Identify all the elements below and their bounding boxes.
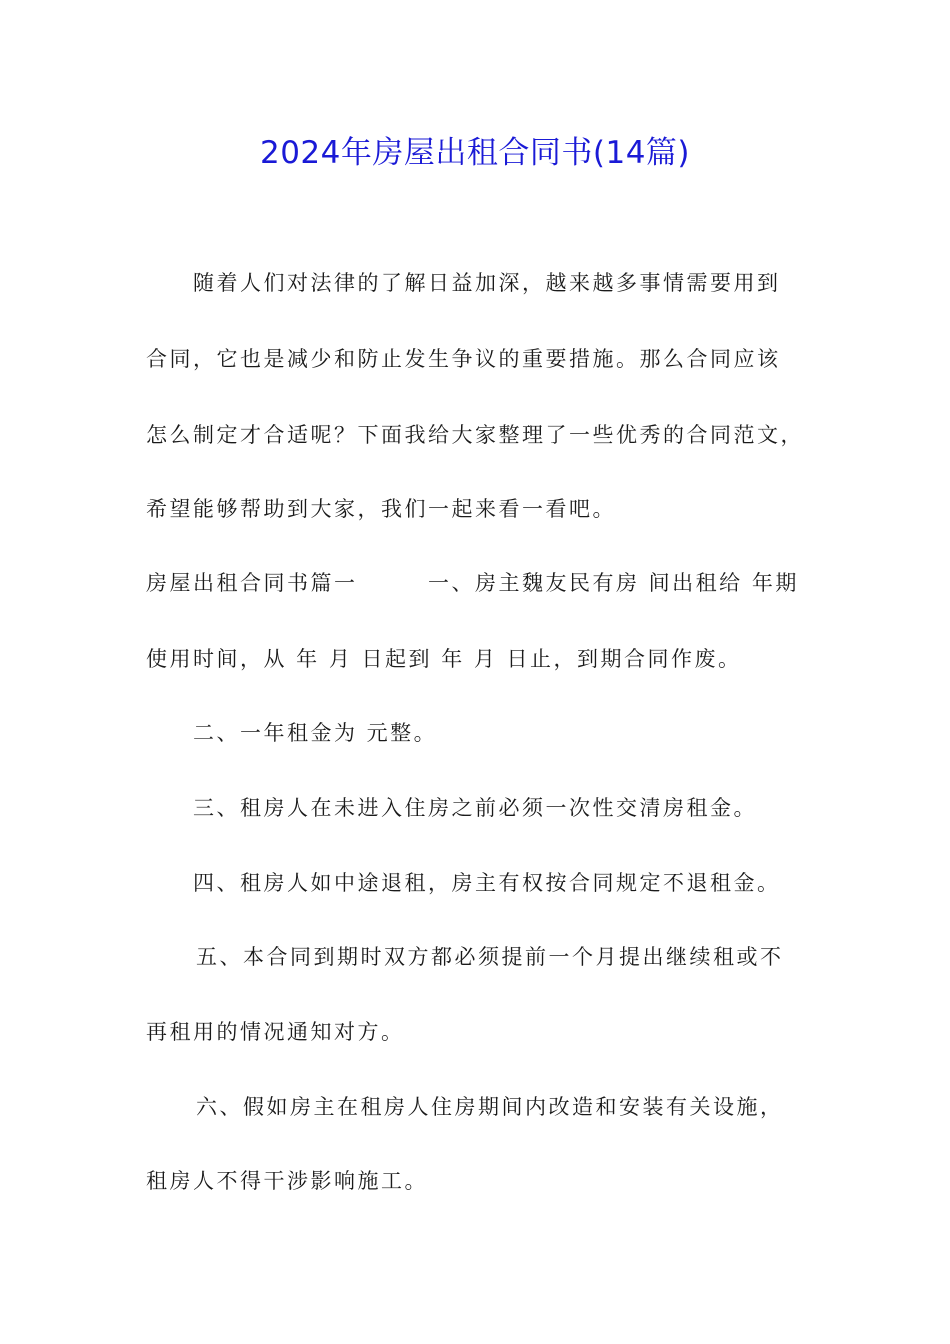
clause-5-line-2: 再租用的情况通知对方。 bbox=[146, 1020, 405, 1044]
clause-6-line-1: 六、假如房主在租房人住房期间内改造和安装有关设施， bbox=[196, 1095, 784, 1119]
intro-line-1: 随着人们对法律的了解日益加深，越来越多事情需要用到 bbox=[193, 271, 781, 295]
clause-1-line-2: 使用时间，从 年 月 日起到 年 月 日止，到期合同作废。 bbox=[146, 647, 742, 671]
document-title: 2024年房屋出租合同书(14篇) bbox=[259, 135, 691, 171]
clause-3: 三、租房人在未进入住房之前必须一次性交清房租金。 bbox=[193, 796, 757, 820]
section-heading-line: 房屋出租合同书篇一 一、房主魏友民有房 间出租给 年期 bbox=[146, 571, 799, 595]
clause-4: 四、租房人如中途退租，房主有权按合同规定不退租金。 bbox=[193, 871, 781, 895]
clause-2: 二、一年租金为 元整。 bbox=[193, 721, 438, 745]
intro-line-3: 怎么制定才合适呢？下面我给大家整理了一些优秀的合同范文， bbox=[146, 423, 804, 447]
clause-6-line-2: 租房人不得干涉影响施工。 bbox=[146, 1169, 428, 1193]
intro-line-2: 合同，它也是减少和防止发生争议的重要措施。那么合同应该 bbox=[146, 347, 781, 371]
intro-line-4: 希望能够帮助到大家，我们一起来看一看吧。 bbox=[146, 497, 616, 521]
clause-5-line-1: 五、本合同到期时双方都必须提前一个月提出继续租或不 bbox=[196, 945, 784, 969]
